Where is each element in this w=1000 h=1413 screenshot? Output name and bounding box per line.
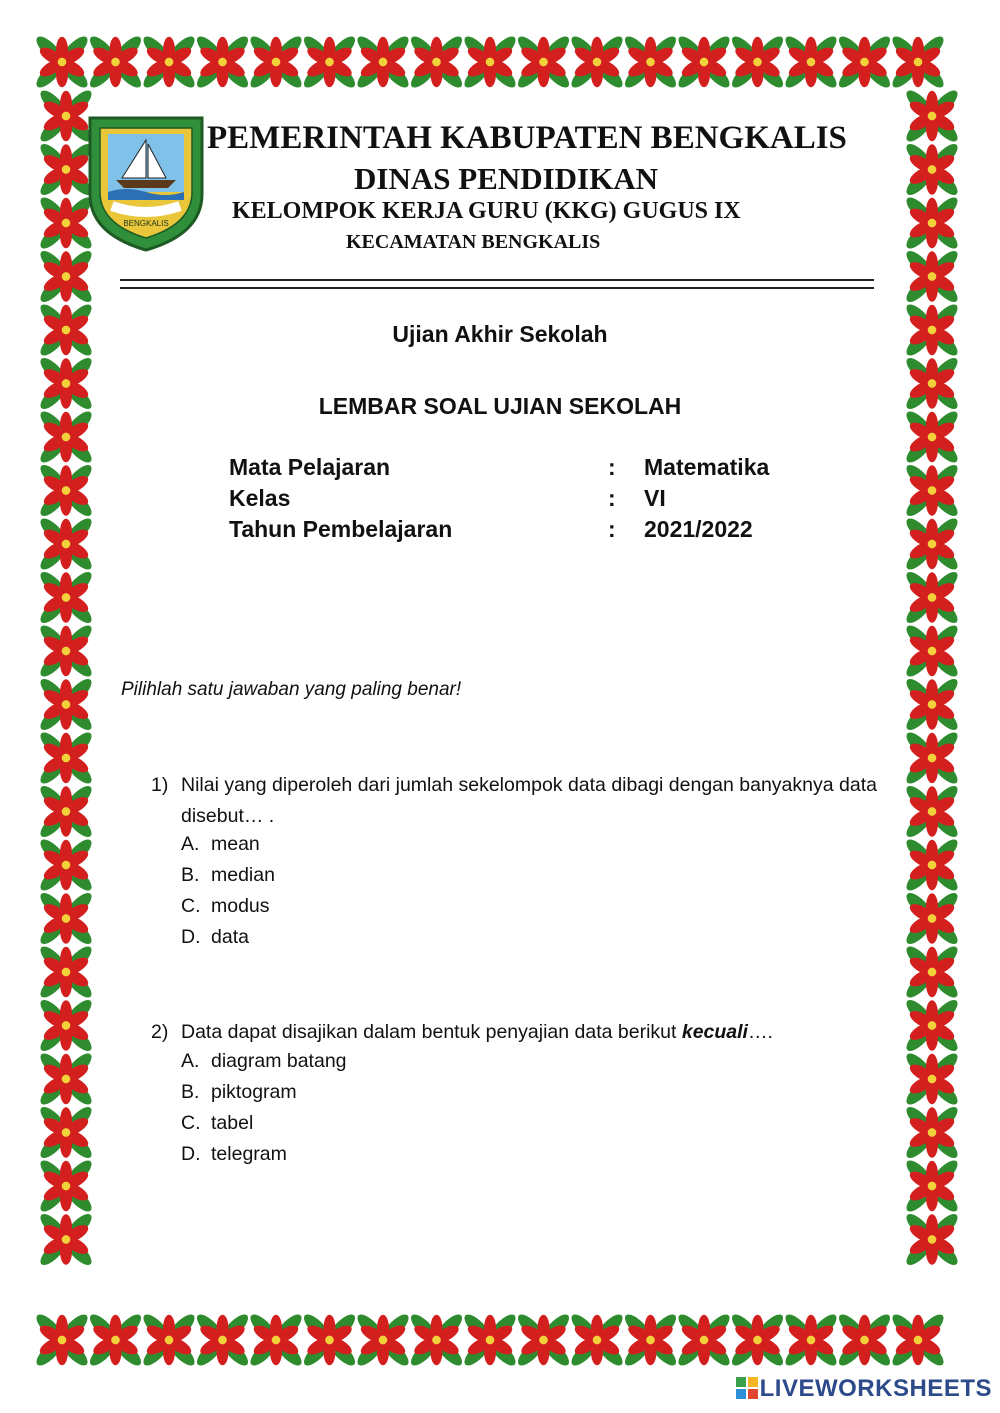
poinsettia-flower-icon — [514, 33, 573, 92]
poinsettia-flower-icon — [903, 675, 962, 734]
poinsettia-flower-icon — [300, 1311, 359, 1370]
poinsettia-flower-icon — [37, 889, 96, 948]
instruction-text: Pilihlah satu jawaban yang paling benar! — [121, 679, 462, 700]
brand-name: LIVEWORKSHEETS — [759, 1375, 992, 1402]
poinsettia-flower-icon — [461, 33, 520, 92]
option-item[interactable] — [181, 833, 260, 856]
poinsettia-flower-icon — [354, 33, 413, 92]
question-number: 2) — [151, 1021, 169, 1043]
poinsettia-flower-icon — [728, 33, 787, 92]
poinsettia-flower-icon — [37, 1157, 96, 1216]
option-letter: A. — [181, 1050, 200, 1072]
poinsettia-flower-icon — [37, 836, 96, 895]
option-letter: C. — [181, 895, 201, 917]
liveworksheets-logo[interactable] — [736, 1375, 992, 1403]
poinsettia-flower-icon — [300, 33, 359, 92]
info-colon: : — [608, 516, 616, 542]
poinsettia-flower-icon — [37, 1210, 96, 1269]
option-item[interactable] — [181, 926, 249, 949]
poinsettia-flower-icon — [621, 33, 680, 92]
poinsettia-flower-icon — [903, 1103, 962, 1162]
poinsettia-flower-icon — [247, 33, 306, 92]
poinsettia-flower-icon — [37, 675, 96, 734]
info-label-subject: Mata Pelajaran — [229, 454, 391, 480]
info-colon: : — [608, 454, 616, 480]
poinsettia-flower-icon — [33, 1311, 92, 1370]
poinsettia-flower-icon — [86, 33, 145, 92]
poinsettia-flower-icon — [37, 943, 96, 1002]
option-text: tabel — [211, 1112, 254, 1134]
poinsettia-flower-icon — [37, 729, 96, 788]
option-text: piktogram — [211, 1081, 297, 1103]
info-label-year: Tahun Pembelajaran — [229, 516, 453, 542]
option-letter: D. — [181, 926, 201, 948]
question-number: 1) — [151, 774, 169, 796]
poinsettia-flower-icon — [621, 1311, 680, 1370]
question-text — [181, 1017, 881, 1048]
option-text: telegram — [211, 1143, 287, 1165]
option-letter: B. — [181, 864, 200, 886]
poinsettia-flower-icon — [675, 33, 734, 92]
option-letter: D. — [181, 1143, 201, 1165]
header-separator — [120, 279, 874, 289]
option-text: mean — [211, 833, 260, 855]
question-text-part: …. — [747, 1021, 773, 1043]
poinsettia-flower-icon — [889, 1311, 948, 1370]
option-text: data — [211, 926, 249, 948]
poinsettia-flower-icon — [193, 33, 252, 92]
poinsettia-flower-icon — [675, 1311, 734, 1370]
poinsettia-flower-icon — [782, 33, 841, 92]
poinsettia-flower-icon — [407, 33, 466, 92]
poinsettia-flower-icon — [37, 247, 96, 306]
poinsettia-flower-icon — [903, 1050, 962, 1109]
poinsettia-flower-icon — [903, 622, 962, 681]
poinsettia-flower-icon — [903, 996, 962, 1055]
poinsettia-flower-icon — [903, 1210, 962, 1269]
option-text: median — [211, 864, 275, 886]
poinsettia-flower-icon — [903, 836, 962, 895]
poinsettia-flower-icon — [903, 247, 962, 306]
option-letter: B. — [181, 1081, 200, 1103]
poinsettia-flower-icon — [37, 1050, 96, 1109]
option-item[interactable] — [181, 1112, 253, 1135]
info-label-class: Kelas — [229, 485, 291, 511]
poinsettia-flower-icon — [140, 1311, 199, 1370]
exam-subtitle: LEMBAR SOAL UJIAN SEKOLAH — [318, 393, 682, 419]
poinsettia-flower-icon — [889, 33, 948, 92]
option-item[interactable] — [181, 1081, 297, 1104]
poinsettia-flower-icon — [903, 568, 962, 627]
poinsettia-flower-icon — [140, 33, 199, 92]
poinsettia-flower-icon — [903, 194, 962, 253]
poinsettia-flower-icon — [37, 996, 96, 1055]
option-item[interactable] — [181, 1050, 347, 1073]
info-value-year: 2021/2022 — [644, 516, 753, 542]
poinsettia-flower-icon — [37, 568, 96, 627]
poinsettia-flower-icon — [728, 1311, 787, 1370]
info-value-subject: Matematika — [644, 454, 770, 480]
bengkalis-emblem-icon — [86, 114, 206, 254]
poinsettia-flower-icon — [903, 515, 962, 574]
poinsettia-flower-icon — [903, 461, 962, 520]
option-item[interactable] — [181, 895, 270, 918]
option-item[interactable] — [181, 864, 275, 887]
header-line-4: KECAMATAN BENGKALIS — [346, 231, 601, 253]
poinsettia-flower-icon — [407, 1311, 466, 1370]
poinsettia-flower-icon — [247, 1311, 306, 1370]
header-line-1: PEMERINTAH KABUPATEN BENGKALIS — [207, 120, 847, 156]
poinsettia-flower-icon — [461, 1311, 520, 1370]
poinsettia-flower-icon — [568, 1311, 627, 1370]
poinsettia-flower-icon — [193, 1311, 252, 1370]
poinsettia-flower-icon — [86, 1311, 145, 1370]
question-text-part: Data dapat disajikan dalam bentuk penyajian data berikut — [181, 1021, 682, 1043]
poinsettia-flower-icon — [903, 782, 962, 841]
option-text: diagram batang — [211, 1050, 347, 1072]
poinsettia-flower-icon — [903, 729, 962, 788]
poinsettia-flower-icon — [903, 1157, 962, 1216]
info-colon: : — [608, 485, 616, 511]
header-line-2: DINAS PENDIDIKAN — [354, 161, 659, 196]
poinsettia-flower-icon — [835, 33, 894, 92]
poinsettia-flower-icon — [903, 943, 962, 1002]
poinsettia-flower-icon — [37, 782, 96, 841]
poinsettia-flower-icon — [568, 33, 627, 92]
poinsettia-flower-icon — [354, 1311, 413, 1370]
header-line-3: KELOMPOK KERJA GURU (KKG) GUGUS IX — [232, 198, 741, 224]
question-emphasis: kecuali — [681, 1021, 748, 1043]
poinsettia-flower-icon — [37, 622, 96, 681]
poinsettia-flower-icon — [37, 461, 96, 520]
exam-title: Ujian Akhir Sekolah — [392, 321, 608, 347]
poinsettia-flower-icon — [37, 515, 96, 574]
option-letter: A. — [181, 833, 200, 855]
question-text: Nilai yang diperoleh dari jumlah sekelompok data dibagi dengan banyaknya data disebut… . — [181, 774, 877, 827]
poinsettia-flower-icon — [514, 1311, 573, 1370]
poinsettia-flower-icon — [37, 1103, 96, 1162]
poinsettia-flower-icon — [835, 1311, 894, 1370]
poinsettia-flower-icon — [903, 140, 962, 199]
info-value-class: VI — [644, 485, 666, 511]
poinsettia-flower-icon — [782, 1311, 841, 1370]
poinsettia-flower-icon — [903, 87, 962, 146]
emblem-label: BENGKALIS — [123, 219, 169, 228]
liveworksheets-badge-icon — [736, 1377, 758, 1399]
poinsettia-flower-icon — [903, 889, 962, 948]
option-item[interactable] — [181, 1143, 287, 1166]
option-text: modus — [211, 895, 270, 917]
poinsettia-flower-icon — [33, 33, 92, 92]
option-letter: C. — [181, 1112, 201, 1134]
